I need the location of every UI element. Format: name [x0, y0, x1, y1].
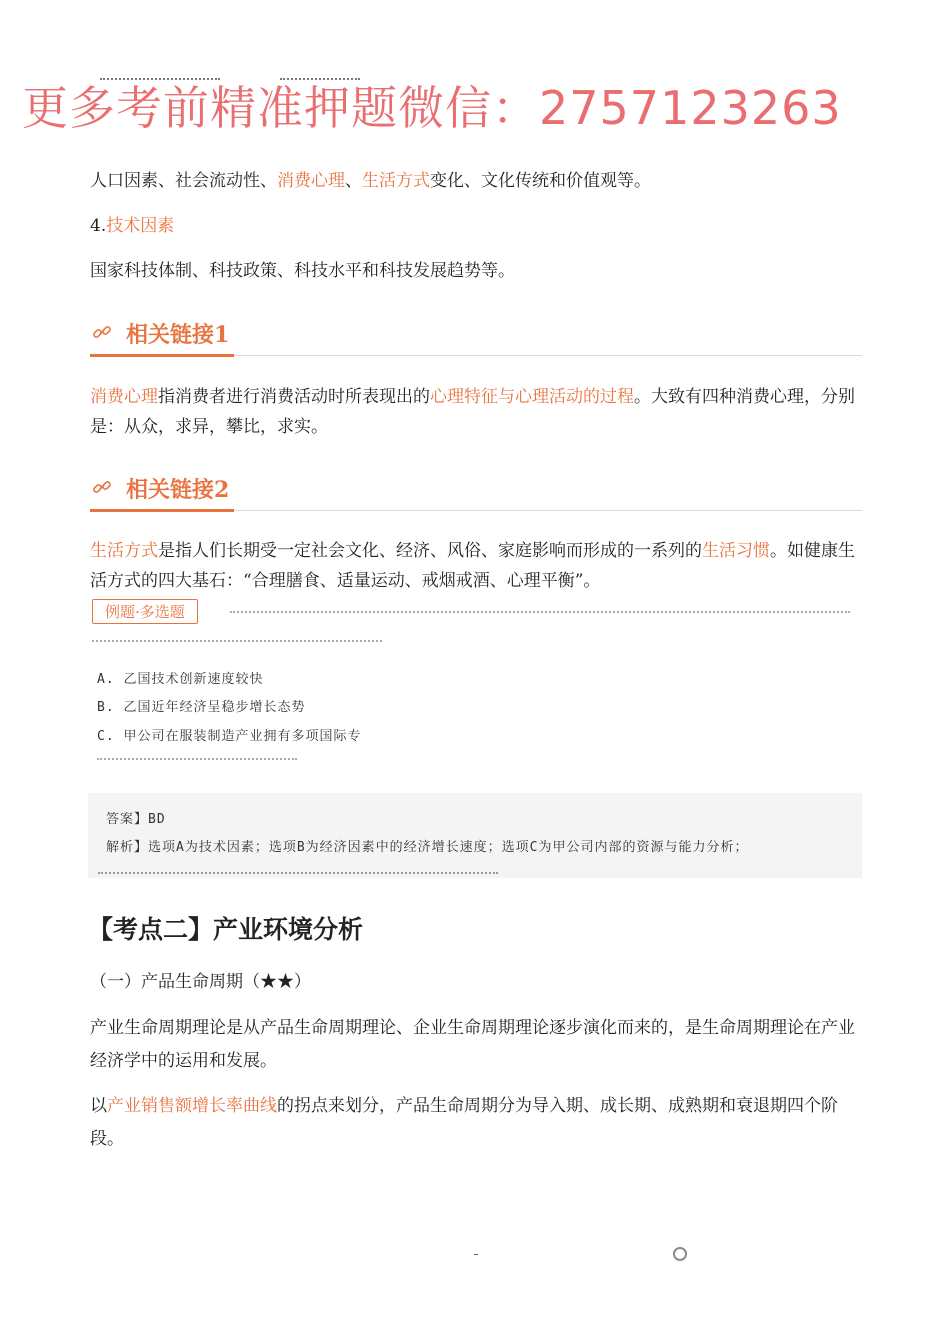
- title-underline: [90, 354, 234, 357]
- page-marker-icon: [673, 1247, 687, 1261]
- related-link-2-header: [90, 471, 862, 511]
- related-link-1-header: [90, 316, 862, 356]
- answer-line: 答案】BD: [106, 812, 166, 827]
- link-icon: [92, 477, 112, 497]
- social-factors-paragraph: 人口因素、社会流动性、消费心理、生活方式变化、文化传统和价值观等。: [90, 171, 651, 191]
- example-badge: 例题·多选题: [92, 599, 198, 624]
- faint-question-text: [92, 640, 382, 642]
- faint-option-d: [97, 758, 297, 760]
- option-b: B. 乙国近年经济呈稳步增长态势: [97, 700, 306, 715]
- answer-box: [88, 793, 862, 878]
- title-underline: [90, 509, 234, 512]
- related-link-2-body: 生活方式是指人们长期受一定社会文化、经济、风俗、家庭影响而形成的一系列的生活习惯。如健康生活方式的四大基石：“合理膳食、适量运动、戒烟戒酒、心理平衡”。: [90, 541, 855, 591]
- option-c: C. 甲公司在服装制造产业拥有多项国际专: [97, 729, 362, 744]
- decorative-mark: [474, 1254, 478, 1255]
- related-link-2-title: 相关链接2: [126, 477, 230, 503]
- lifecycle-paragraph-2: 以产业销售额增长率曲线的拐点来划分，产品生命周期分为导入期、成长期、成熟期和衰退期四个阶段。: [90, 1096, 838, 1149]
- option-a: A. 乙国技术创新速度较快: [97, 672, 264, 687]
- section-title: 【考点二】产业环境分析: [88, 915, 364, 944]
- faint-question-text: [230, 611, 850, 613]
- watermark-text: 更多考前精准押题微信：2757123263: [22, 81, 842, 135]
- tech-factor-description: 国家科技体制、科技政策、科技水平和科技发展趋势等。: [90, 261, 515, 281]
- faint-analysis-continuation: [98, 872, 498, 874]
- tech-factor-heading: 4.技术因素: [90, 216, 175, 236]
- subsection-heading: （一）产品生命周期（★★）: [90, 972, 311, 992]
- lifecycle-paragraph-1: 产业生命周期理论是从产品生命周期理论、企业生命周期理论逐步演化而来的，是生命周期理论在产业经济学中的运用和发展。: [90, 1018, 855, 1071]
- link-icon: [92, 322, 112, 342]
- related-link-1-body: 消费心理指消费者进行消费活动时所表现出的心理特征与心理活动的过程。大致有四种消费心理，分别是：从众，求异，攀比，求实。: [90, 387, 855, 437]
- related-link-1-title: 相关链接1: [126, 322, 230, 348]
- analysis-line: 解析】选项A为技术因素；选项B为经济因素中的经济增长速度；选项C为甲公司内部的资源与能力分析；: [106, 840, 749, 855]
